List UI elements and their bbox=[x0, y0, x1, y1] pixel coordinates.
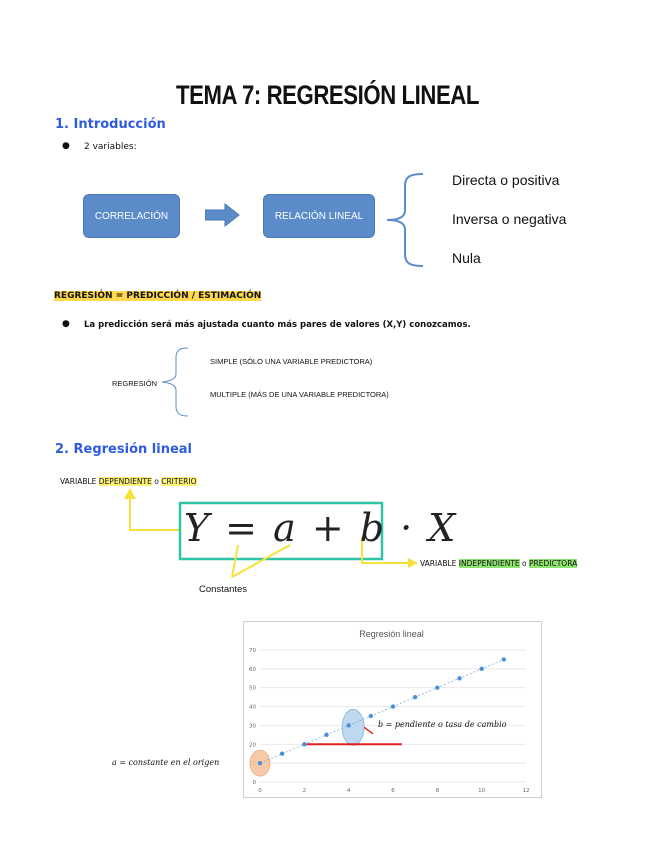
data-point bbox=[479, 667, 483, 671]
y-tick-label: 60 bbox=[249, 666, 256, 673]
x-tick-label: 6 bbox=[391, 788, 395, 794]
label-variable-dependiente: VARIABLE DEPENDIENTE o CRITERIO bbox=[60, 477, 197, 486]
label-simple: SIMPLE (SÓLO UNA VARIABLE PREDICTORA) bbox=[210, 357, 373, 366]
x-tick-label: 10 bbox=[478, 788, 486, 794]
label-constantes: Constantes bbox=[199, 584, 248, 595]
box-correlacion: CORRELACIÓN bbox=[83, 194, 180, 238]
slope-highlight bbox=[342, 709, 364, 745]
data-point bbox=[346, 723, 350, 727]
chart-title: Regresión lineal bbox=[359, 629, 424, 639]
brace-icon bbox=[381, 172, 441, 268]
label-multiple: MULTIPLE (MÁS DE UNA VARIABLE PREDICTORA) bbox=[210, 390, 389, 399]
data-point bbox=[435, 686, 439, 690]
page-title: TEMA 7: REGRESIÓN LINEAL bbox=[175, 80, 480, 110]
data-point bbox=[302, 742, 306, 746]
y-tick-label: 30 bbox=[249, 723, 256, 730]
x-tick-label: 4 bbox=[346, 788, 351, 794]
regression-chart bbox=[243, 621, 540, 796]
data-point bbox=[258, 761, 262, 765]
data-point bbox=[413, 695, 417, 699]
data-point bbox=[369, 714, 373, 718]
bullet-prediccion: La predicción será más ajustada cuanto más pares de valores (X,Y) conozcamos. bbox=[84, 320, 471, 330]
data-point bbox=[324, 733, 328, 737]
bullet-two-variables: 2 variables: bbox=[84, 142, 137, 152]
annotation-b: b = pendiente o tasa de cambio bbox=[378, 720, 507, 729]
data-point bbox=[280, 752, 284, 756]
y-tick-label: 0 bbox=[252, 780, 256, 786]
annotation-a: a = constante en el origen bbox=[112, 758, 220, 767]
option-inversa: Inversa o negativa bbox=[452, 211, 567, 227]
right-arrow-icon bbox=[205, 203, 241, 227]
x-tick-label: 8 bbox=[435, 788, 440, 794]
section-heading-introduccion: 1. Introducción bbox=[55, 117, 166, 132]
bullet-dot-2: ● bbox=[62, 319, 70, 329]
option-directa: Directa o positiva bbox=[452, 172, 560, 188]
x-tick-label: 2 bbox=[302, 788, 307, 794]
y-tick-label: 40 bbox=[249, 704, 256, 711]
y-tick-label: 50 bbox=[249, 685, 256, 692]
x-tick-label: 0 bbox=[258, 788, 262, 794]
data-point bbox=[457, 676, 461, 680]
slope-marker bbox=[364, 727, 373, 734]
data-point bbox=[391, 704, 395, 708]
formula-text: Y = a + b · X bbox=[184, 506, 458, 550]
bullet-dot: ● bbox=[62, 141, 70, 151]
data-point bbox=[502, 657, 506, 661]
y-tick-label: 20 bbox=[249, 742, 256, 749]
box-relacion-lineal: RELACIÓN LINEAL bbox=[263, 194, 375, 238]
label-regresion: REGRESIÓN bbox=[112, 379, 158, 388]
highlight-regresion-prediccion: REGRESIÓN = PREDICCIÓN / ESTIMACIÓN bbox=[54, 291, 262, 301]
option-nula: Nula bbox=[452, 250, 481, 266]
x-tick-label: 12 bbox=[522, 788, 530, 794]
label-variable-independiente: VARIABLE INDEPENDIENTE o PREDICTORA bbox=[420, 559, 578, 568]
section-heading-regresion-lineal: 2. Regresión lineal bbox=[55, 442, 192, 457]
y-tick-label: 70 bbox=[249, 648, 256, 654]
small-brace-icon bbox=[158, 346, 192, 418]
trendline bbox=[260, 659, 507, 763]
